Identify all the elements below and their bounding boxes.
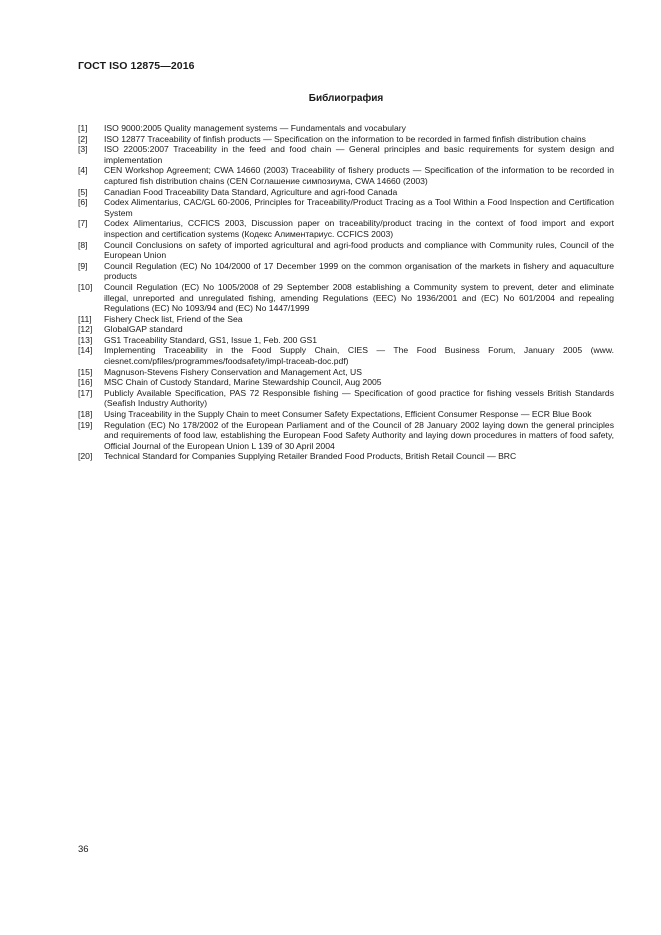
reference-item — [78, 451, 614, 462]
reference-number: [15] — [78, 366, 93, 377]
reference-number: [4] — [78, 165, 88, 176]
reference-item — [78, 388, 614, 409]
reference-item — [78, 123, 614, 134]
reference-number: [8] — [78, 239, 88, 250]
reference-item — [78, 261, 614, 282]
reference-text: ISO 22005:2007 Traceability in the feed and food chain — General principles and basic requirements for system design and implementation — [104, 144, 614, 165]
reference-text: ISO 9000:2005 Quality management systems — Fundamentals and vocabulary — [104, 123, 406, 133]
reference-number: [18] — [78, 409, 93, 420]
reference-text: Codex Alimentarius, CCFICS 2003, Discussion paper on traceability/product tracing in the context of food import and export inspection and certification systems (Кодекс Алиментариус. CCFICS 2003) — [104, 218, 614, 239]
reference-item — [78, 144, 614, 165]
reference-number: [2] — [78, 133, 88, 144]
reference-text: Implementing Traceability in the Food Supply Chain, CIES — The Food Business Forum, January 2005 (www. ciesnet.com/pfiles/programmes/foodsafety/impl-traceab-doc.pdf) — [104, 345, 614, 367]
page-number: 36 — [78, 844, 89, 855]
reference-item — [78, 367, 614, 378]
reference-item — [78, 324, 614, 335]
reference-item — [78, 134, 614, 145]
reference-number: [12] — [78, 324, 93, 335]
reference-text: Regulation (EC) No 178/2002 of the European Parliament and of the Council of 28 January 2002 laying down the general principles and requirements of food law, establishing the European Food Safety Authority and laying down procedures in matters of food safety, Official Journal of the European Union L 139 of 30 April 2004 — [104, 419, 614, 451]
reference-text: Council Conclusions on safety of imported agricultural and agri-food products and compliance with Community rules, Council of the European Union — [104, 239, 614, 261]
reference-number: [6] — [78, 197, 88, 208]
reference-text: Council Regulation (EC) No 104/2000 of 17 December 1999 on the common organisation of the markets in fishery and aquaculture products — [104, 260, 614, 282]
reference-text: GlobalGAP standard — [104, 324, 183, 335]
reference-item — [78, 282, 614, 314]
reference-number: [3] — [78, 144, 88, 155]
reference-number: [7] — [78, 218, 88, 229]
document-code-header: ГОСТ ISO 12875—2016 — [78, 60, 195, 72]
reference-text: Council Regulation (EC) No 1005/2008 of 29 September 2008 establishing a Community system to prevent, deter and eliminate illegal, unreported and unregulated fishing, amending Regulations (EEC) No 1936/2001 and (EC) No 601/2004 and repealing Regulations (EC) No 1093/94 and (EC) No 1447/1999 — [104, 281, 614, 314]
reference-text: Publicly Available Specification, PAS 72 Responsible fishing — Specification of good practice for fishing vessels British Standards (Seafish Industry Authority) — [104, 387, 614, 409]
reference-item — [78, 377, 614, 388]
reference-item — [78, 218, 614, 239]
bibliography-list — [78, 123, 614, 462]
reference-number: [5] — [78, 186, 88, 197]
reference-text: GS1 Traceability Standard, GS1, Issue 1, Feb. 200 GS1 — [104, 334, 318, 345]
reference-item — [78, 314, 614, 325]
reference-number: [16] — [78, 377, 93, 388]
reference-item — [78, 187, 614, 198]
reference-number: [10] — [78, 281, 93, 292]
reference-item — [78, 420, 614, 452]
reference-number: [17] — [78, 387, 93, 398]
reference-text: Technical Standard for Companies Supplying Retailer Branded Food Products, British Retail Council — BRC — [104, 451, 517, 462]
reference-text: Fishery Check list, Friend of the Sea — [104, 313, 243, 324]
reference-item — [78, 409, 614, 420]
reference-item — [78, 197, 614, 218]
reference-text: Canadian Food Traceability Data Standard, Agriculture and agri-food Canada — [104, 186, 398, 197]
reference-text: MSC Chain of Custody Standard, Marine Stewardship Council, Aug 2005 — [104, 377, 382, 388]
reference-text: Magnuson-Stevens Fishery Conservation and Management Act, US — [104, 366, 362, 377]
reference-item — [78, 165, 614, 186]
reference-number: [1] — [78, 123, 88, 133]
reference-number: [20] — [78, 451, 93, 462]
reference-item — [78, 335, 614, 346]
reference-text: CEN Workshop Agreement; CWA 14660 (2003) Traceability of fishery products — Specification of the information to be recorded in captured fish distribution chains (CEN Соглашение симпозиума, CWA 14660 (2003) — [104, 165, 614, 186]
reference-number: [9] — [78, 260, 88, 271]
reference-number: [11] — [78, 313, 92, 324]
reference-number: [14] — [78, 345, 93, 356]
reference-text: Codex Alimentarius, CAC/GL 60-2006, Principles for Traceability/Product Tracing as a Tool Within a Food Inspection and Certification System — [104, 197, 614, 218]
reference-number: [19] — [78, 419, 93, 430]
reference-text: ISO 12877 Traceability of finfish products — Specification on the information to be recorded in farmed finfish distribution chains — [104, 133, 586, 144]
reference-item — [78, 345, 614, 366]
reference-number: [13] — [78, 334, 93, 345]
reference-item — [78, 240, 614, 261]
bibliography-title: Библиография — [308, 93, 384, 104]
reference-text: Using Traceability in the Supply Chain to meet Consumer Safety Expectations, Efficient Consumer Response — ECR Blue Book — [104, 409, 592, 420]
